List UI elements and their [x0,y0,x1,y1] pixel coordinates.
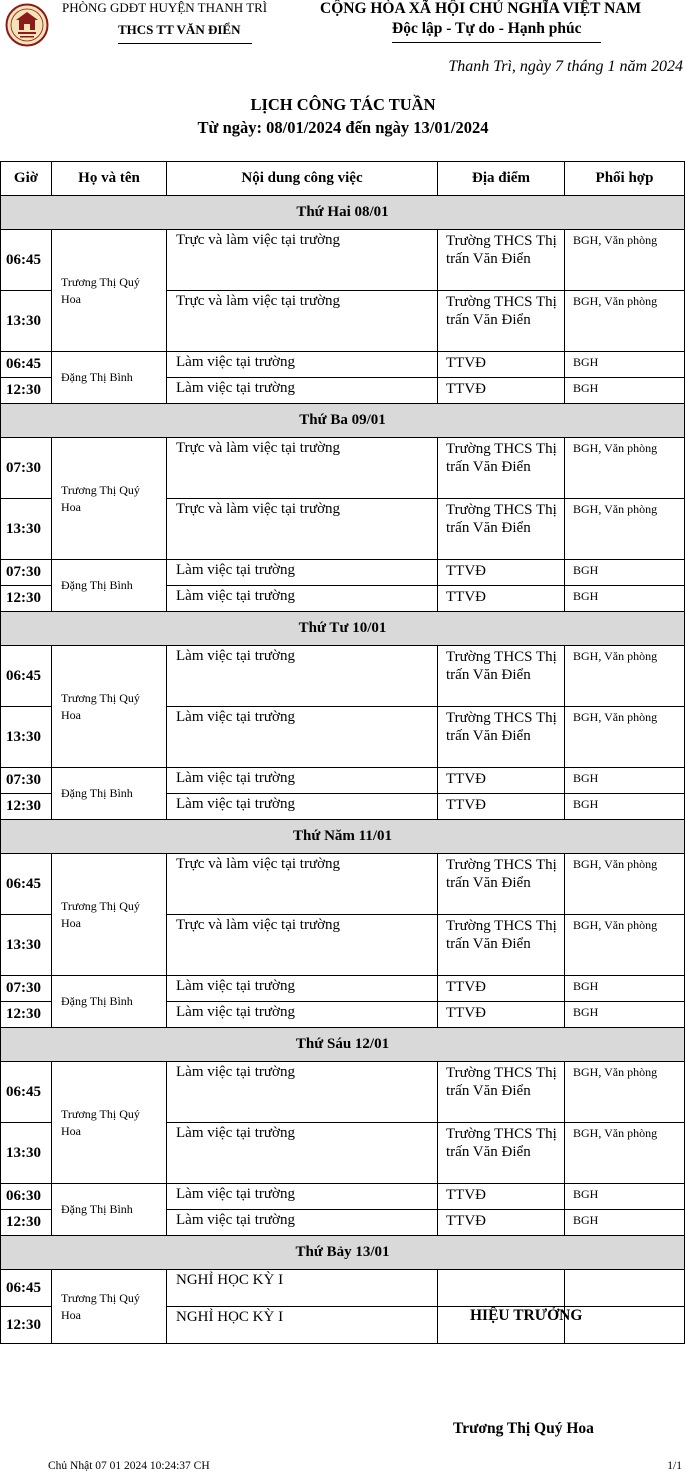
day-header-row [1,1028,685,1062]
time-cell: 13:30 [1,499,52,560]
coordination-cell [565,1270,685,1307]
time-cell: 12:30 [1,1210,52,1236]
task-cell: Làm việc tại trường [167,352,438,378]
place-cell: Trường THCS Thị trấn Văn Điển [438,499,565,560]
column-header-task: Nội dung công việc [167,162,438,196]
coordination-cell: BGH [565,768,685,794]
day-header-row [1,612,685,646]
place-cell: TTVĐ [438,586,565,612]
page-number: 1/1 [667,1460,682,1472]
time-cell: 13:30 [1,1123,52,1184]
day-label: Thứ Hai 08/01 [1,196,685,230]
task-cell: Làm việc tại trường [167,976,438,1002]
day-label: Thứ Tư 10/01 [1,612,685,646]
place-cell: TTVĐ [438,560,565,586]
task-cell: Trực và làm việc tại trường [167,291,438,352]
time-cell: 12:30 [1,1307,52,1344]
coordination-cell: BGH, Văn phòng [565,915,685,976]
day-label: Thứ Bảy 13/01 [1,1236,685,1270]
day-label: Thứ Sáu 12/01 [1,1028,685,1062]
time-cell: 12:30 [1,378,52,404]
place-cell: TTVĐ [438,1002,565,1028]
coordination-cell: BGH, Văn phòng [565,499,685,560]
table-row [1,1270,685,1307]
coordination-cell: BGH, Văn phòng [565,854,685,915]
time-cell: 07:30 [1,768,52,794]
coordination-cell: BGH [565,352,685,378]
time-cell: 07:30 [1,976,52,1002]
name-cell: Trương Thị Quý Hoa [52,1270,167,1344]
coordination-cell: BGH [565,1184,685,1210]
place-cell: Trường THCS Thị trấn Văn Điển [438,707,565,768]
time-cell: 06:45 [1,352,52,378]
coordination-cell: BGH, Văn phòng [565,438,685,499]
column-header-coordination: Phối hợp [565,162,685,196]
dateline: Thanh Trì, ngày 7 tháng 1 năm 2024 [448,58,683,75]
coordination-cell: BGH, Văn phòng [565,646,685,707]
task-cell: Trực và làm việc tại trường [167,915,438,976]
school-name-underline [118,43,252,44]
table-row [1,230,685,291]
table-header-row [1,162,685,196]
day-header-row [1,820,685,854]
signature-name: Trương Thị Quý Hoa [453,1420,594,1437]
day-label: Thứ Ba 09/01 [1,404,685,438]
coordination-cell: BGH, Văn phòng [565,1062,685,1123]
name-cell: Đặng Thị Bình [52,976,167,1028]
place-cell: TTVĐ [438,378,565,404]
school-logo [5,3,49,47]
page-title: LỊCH CÔNG TÁC TUẦN [250,95,436,114]
table-row [1,646,685,707]
national-motto: Độc lập - Tự do - Hạnh phúc [392,20,582,37]
place-cell: Trường THCS Thị trấn Văn Điển [438,854,565,915]
day-header-row [1,404,685,438]
table-row [1,352,685,378]
time-cell: 07:30 [1,560,52,586]
name-cell: Đặng Thị Bình [52,1184,167,1236]
task-cell: Làm việc tại trường [167,794,438,820]
task-cell: Trực và làm việc tại trường [167,854,438,915]
coordination-cell: BGH [565,1210,685,1236]
task-cell: Làm việc tại trường [167,378,438,404]
time-cell: 07:30 [1,438,52,499]
place-cell: Trường THCS Thị trấn Văn Điển [438,438,565,499]
name-cell: Trương Thị Quý Hoa [52,230,167,352]
time-cell: 06:45 [1,646,52,707]
time-cell: 12:30 [1,794,52,820]
coordination-cell: BGH [565,586,685,612]
coordination-cell: BGH [565,794,685,820]
time-cell: 06:45 [1,230,52,291]
task-cell: Làm việc tại trường [167,560,438,586]
column-header-time: Giờ [1,162,52,196]
coordination-cell: BGH [565,1002,685,1028]
name-cell: Trương Thị Quý Hoa [52,1062,167,1184]
place-cell: TTVĐ [438,976,565,1002]
time-cell: 13:30 [1,915,52,976]
task-cell: Làm việc tại trường [167,586,438,612]
place-cell: Trường THCS Thị trấn Văn Điển [438,1123,565,1184]
signature-title: HIỆU TRƯỞNG [470,1307,583,1324]
day-header-row [1,1236,685,1270]
place-cell: Trường THCS Thị trấn Văn Điển [438,915,565,976]
name-cell: Đặng Thị Bình [52,352,167,404]
task-cell: Làm việc tại trường [167,1184,438,1210]
print-timestamp: Chủ Nhật 07 01 2024 10:24:37 CH [48,1460,210,1472]
place-cell: TTVĐ [438,768,565,794]
task-cell: Làm việc tại trường [167,768,438,794]
place-cell [438,1270,565,1307]
place-cell: Trường THCS Thị trấn Văn Điển [438,1062,565,1123]
name-cell: Trương Thị Quý Hoa [52,646,167,768]
task-cell: Làm việc tại trường [167,646,438,707]
task-cell: Làm việc tại trường [167,1002,438,1028]
task-cell: Làm việc tại trường [167,1062,438,1123]
republic-heading: CỘNG HÒA XÃ HỘI CHỦ NGHĨA VIỆT NAM [320,0,642,17]
task-cell: Làm việc tại trường [167,1210,438,1236]
coordination-cell: BGH, Văn phòng [565,1123,685,1184]
name-cell: Trương Thị Quý Hoa [52,438,167,560]
name-cell: Đặng Thị Bình [52,768,167,820]
table-row [1,438,685,499]
task-cell: Trực và làm việc tại trường [167,499,438,560]
motto-underline [392,42,601,43]
task-cell: Trực và làm việc tại trường [167,230,438,291]
task-cell: Làm việc tại trường [167,707,438,768]
time-cell: 13:30 [1,707,52,768]
coordination-cell: BGH [565,378,685,404]
schedule-body [1,196,685,1344]
place-cell: Trường THCS Thị trấn Văn Điển [438,291,565,352]
column-header-place: Địa điểm [438,162,565,196]
table-row [1,1062,685,1123]
table-row [1,854,685,915]
place-cell: Trường THCS Thị trấn Văn Điển [438,646,565,707]
day-label: Thứ Năm 11/01 [1,820,685,854]
task-cell: NGHỈ HỌC KỲ I [167,1270,438,1307]
coordination-cell [565,1307,685,1344]
place-cell: TTVĐ [438,794,565,820]
page-subtitle: Từ ngày: 08/01/2024 đến ngày 13/01/2024 [197,118,489,137]
time-cell: 06:45 [1,1062,52,1123]
day-header-row [1,196,685,230]
name-cell: Đặng Thị Bình [52,560,167,612]
coordination-cell: BGH, Văn phòng [565,707,685,768]
coordination-cell: BGH [565,976,685,1002]
coordination-cell: BGH, Văn phòng [565,291,685,352]
place-cell: TTVĐ [438,1210,565,1236]
task-cell: NGHỈ HỌC KỲ I [167,1307,438,1344]
table-row [1,768,685,794]
name-cell: Trương Thị Quý Hoa [52,854,167,976]
place-cell: TTVĐ [438,352,565,378]
coordination-cell: BGH, Văn phòng [565,230,685,291]
task-cell: Làm việc tại trường [167,1123,438,1184]
weekly-schedule-table [0,161,685,1344]
table-row [1,976,685,1002]
table-row [1,560,685,586]
task-cell: Trực và làm việc tại trường [167,438,438,499]
table-row [1,1184,685,1210]
column-header-name: Họ và tên [52,162,167,196]
time-cell: 06:30 [1,1184,52,1210]
place-cell: Trường THCS Thị trấn Văn Điển [438,230,565,291]
time-cell: 13:30 [1,291,52,352]
org-name: PHÒNG GDĐT HUYỆN THANH TRÌ [62,0,268,15]
time-cell: 12:30 [1,1002,52,1028]
time-cell: 06:45 [1,854,52,915]
coordination-cell: BGH [565,560,685,586]
place-cell: TTVĐ [438,1184,565,1210]
time-cell: 06:45 [1,1270,52,1307]
time-cell: 12:30 [1,586,52,612]
school-name: THCS TT VĂN ĐIỂN [118,22,241,37]
